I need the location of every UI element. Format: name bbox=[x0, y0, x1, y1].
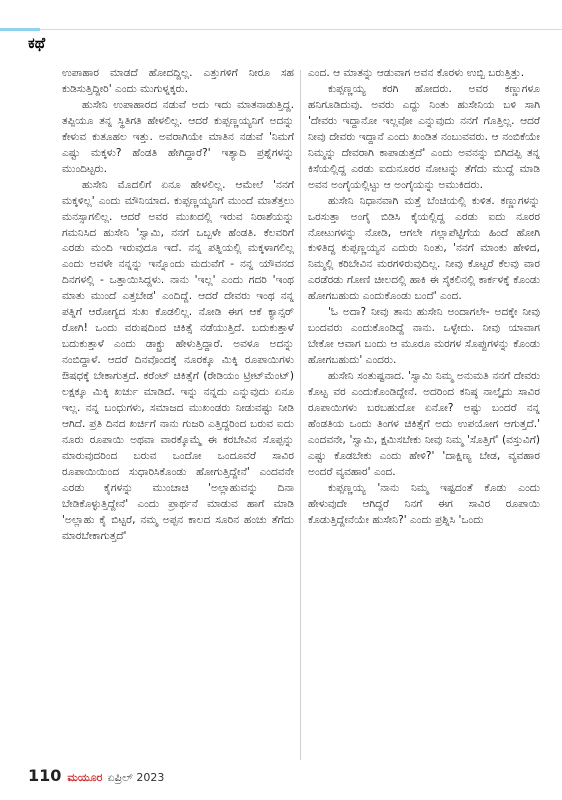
paragraph: ಎಂದ. ಆ ಮಾತನ್ನು ಆಡುವಾಗ ಅವನ ಕೊರಳು ಉಬ್ಬಿ ಬರುತ್ತಿತ್ತು. bbox=[308, 67, 525, 79]
paragraph: ಉಪಾಹಾರ ಮಾಡದೆ ಹೋದದ್ದಿಲ್ಲ. ಎತ್ತುಗಳಿಗೆ ನೀರೂ ಸಹ ಕುಡಿಸುತ್ತಿದ್ದೀರಿ' ಎಂದು ಮುಗುಳ್ನಕ್ಕರು. bbox=[62, 67, 294, 95]
paragraph: ಕುಪ್ಪಣ್ಣಯ್ಯ 'ನಾನು ನಿಮ್ಮ ಇಷ್ಟದಂತೆ ಕೊಡು ಎಂದು ಹೇಳುವುದೇ ಆಗಿದ್ದರೆ ನಿನಗೆ ಈಗ ಸಾವಿರ ರೂಪಾಯಿ ಕೊಡುತ್ತಿದ್ದೇನೆಯೇ ಹುಸೇನಿ?' ಎಂದು ಪ್ರಶ್ನಿಸಿ 'ಒಂದು bbox=[308, 481, 540, 526]
section-tab-accent bbox=[0, 28, 40, 31]
paragraph: ಹುಸೇನಿ ಮೊದಲಿಗೆ ಏನೂ ಹೇಳಲಿಲ್ಲ. ಆಮೇಲೆ 'ನನಗೆ ಮಕ್ಕಳಿಲ್ಲ' ಎಂದು ಮೌನಿಯಾದ. ಕುಪ್ಪಣ್ಣಯ್ಯನಿಗೆ ಮುಂದೆ ಮಾತೆತ್ತಲು ಮನಸ್ಸಾಗಲಿಲ್ಲ. ಆದರೆ ಅವರ ಮುಖದಲ್ಲಿ ಇರುವ ನಿರಾಶೆಯನ್ನು ಗಮನಿಸಿದ ಹುಸೇನಿ 'ಸ್ವಾಮಿ, ನನಗೆ ಒಬ್ಬಳೇ ಹೆಂಡತಿ. ಕೆಲವರಿಗೆ ಎರಡು ಮಂದಿ ಇರುವುದೂ ಇದೆ. ನನ್ನ ಪತ್ನಿಯಲ್ಲಿ ಮಕ್ಕಳಾಗಲಿಲ್ಲ ಎಂದು ಅವಳೇ ನನ್ನನ್ನು ಇನ್ನೊಂದು ಮದುವೆಗೆ - ನನ್ನ ಯೌವನದ ದಿನಗಳಲ್ಲಿ - ಒತ್ತಾಯಿಸಿದ್ದಳು. ನಾನು 'ಇಲ್ಲ' ಎಂದು ಗದರಿ 'ಇಂಥ ಮಾತು ಮುಂದೆ ಎತ್ತಬೇಡ' ಎಂದಿದ್ದೆ. ಆದರೆ ದೇವರು ಇಂಥ ನನ್ನ ಪತ್ನಿಗೆ ಆರೋಗ್ಯದ ಸುಖ ಕೊಡಲಿಲ್ಲ. ನೋಡಿ ಈಗ ಆಕೆ ಕ್ಯಾನ್ಸರ್ ರೋಗಿ! ಒಂದು ವರುಷದಿಂದ ಚಿಕಿತ್ಸೆ ನಡೆಯುತ್ತಿದೆ. ಬದುಕುತ್ತಾಳೆ ಬದುಕುತ್ತಾಳೆ ಎಂದು ಡಾಕ್ಟ್ರು ಹೇಳುತ್ತಿದ್ದಾರೆ. ಅವಳೂ ಅದನ್ನು ನಂಬಿದ್ದಾಳೆ. ಆದರೆ ದಿನವೊಂದಕ್ಕೆ ನೂರಕ್ಕೂ ಮಿಕ್ಕಿ ರೂಪಾಯಿಗಳು ಔಷಧಕ್ಕೆ ಬೇಕಾಗುತ್ತದೆ. ಕರೆಂಟ್ ಚಿಕಿತ್ಸೆಗೆ (ರೇಡಿಯಂ ಟ್ರೀಟ್‌ಮೆಂಟ್) ಲಕ್ಷಕ್ಕೂ ಮಿಕ್ಕಿ ಖರ್ಚು ಮಾಡಿದೆ. ಇನ್ನು ನನ್ನದು ಎನ್ನುವುದು ಏನೂ ಇಲ್ಲ. ನನ್ನ ಬಂಧುಗಳು, ಸಮಾಜದ ಮುಖಂಡರು ನೀಡುವಷ್ಟು ನೀಡಿ ಆಗಿದೆ. ಪ್ರತಿ ದಿನದ ಖರ್ಚಿಗೆ ನಾನು ಗುಜರಿ ಎತ್ತಿದ್ದರಿಂದ ಬರುವ ಐದು ನೂರು ರೂಪಾಯಿ ಅಥವಾ ವಾರಕ್ಕೊಮ್ಮೆ ಈ ಕರಬೇವಿನ ಸೊಪ್ಪನ್ನು ಮಾರುವುದರಿಂದ ಬರುವ ಒಂದೋ ಒಂದೂವರೆ ಸಾವಿರ ರೂಪಾಯಿಯಿಂದ ಸುಧಾರಿಸಿಕೊಂಡು ಹೋಗುತ್ತಿದ್ದೇನೆ' ಎಂದವನೇ ಎರಡು ಕೈಗಳನ್ನು ಮುಂಚಾಚಿ 'ಅಲ್ಲಾಹುವನ್ನು ದಿನಾ ಬೇಡಿಕೊಳ್ಳುತ್ತಿದ್ದೇನೆ' ಎಂದು ಪ್ರಾರ್ಥನೆ ಮಾಡುವ ಹಾಗೆ ಮಾಡಿ 'ಅಲ್ಲಾಹು ಕೈ ಬಿಟ್ಟರೆ, ನಮ್ಮ ಅಪ್ಪನ ಕಾಲದ ಸೂರಿನ ಹಂಚು ತೆಗೆದು ಮಾರಬೇಕಾಗುತ್ತದೆ' bbox=[62, 178, 294, 542]
paragraph: ಹುಸೇನಿ ಸಂತುಷ್ಟನಾದ. 'ಸ್ವಾಮಿ ನಿಮ್ಮ ಅನುಮತಿ ನನಗೆ ದೇವರು ಕೊಟ್ಟ ವರ ಎಂದುಕೊಂಡಿದ್ದೇನೆ. ಅದರಿಂದ ಕನಿಷ್ಠ ನಾಲ್ಕೈದು ಸಾವಿರ ರೂಪಾಯಿಗಳು ಬರಬಹುದೋ ಏನೋ? ಅಷ್ಟು ಬಂದರೆ ನನ್ನ ಹೆಂಡತಿಯ ಒಂದು ತಿಂಗಳ ಚಿಕಿತ್ಸೆಗೆ ಅದು ಉಪಯೋಗ ಆಗುತ್ತದೆ.' ಎಂದವನೇ, 'ಸ್ವಾಮಿ, ಕ್ಷಮಿಸಬೇಕು ನೀವು ನಿಮ್ಮ 'ಸೊತ್ತಿಗೆ' (ವಸ್ತುವಿಗೆ) ಎಷ್ಟು ಕೊಡಬೇಕು ಎಂದು ಹೇಳಿ?' 'ದಾಕ್ಷಿಣ್ಯ ಬೇಡ, ವ್ಯವಹಾರ ಅಂದರೆ ವ್ಯವಹಾರ' ಎಂದ. bbox=[308, 370, 540, 478]
paragraph: ಹುಸೇನಿ ಉಪಾಹಾರದ ನಡುವೆ ಅದು ಇದು ಮಾತನಾಡುತ್ತಿದ್ದ. ತಪ್ಪಿಯೂ ತನ್ನ ಸ್ಥಿತಿಗತಿ ಹೇಳಲಿಲ್ಲ. ಆದರೆ ಕುಪ್ಪಣ್ಣಯ್ಯನಿಗೆ ಅದನ್ನು ಕೇಳುವ ಕುತೂಹಲ ಇತ್ತು. ಅವರಾಗಿಯೇ ಮಾತಿನ ನಡುವೆ 'ನಿಮಗೆ ಎಷ್ಟು ಮಕ್ಕಳು? ಹೆಂಡತಿ ಹೇಗಿದ್ದಾರೆ?' ಇತ್ಯಾದಿ ಪ್ರಶ್ನೆಗಳನ್ನು ಮುಂದಿಟ್ಟರು. bbox=[62, 98, 294, 175]
section-title: ಕಥೆ bbox=[28, 34, 46, 52]
paragraph: ಹುಸೇನಿ ನಿಧಾನವಾಗಿ ಮತ್ತೆ ಬೆಂಚಿಯಲ್ಲಿ ಕುಳಿತ. ಕಣ್ಣುಗಳನ್ನು ಒರಸುತ್ತಾ ಅಂಗೈ ಬಿಡಿಸಿ ಕೈಯಲ್ಲಿದ್ದ ಎರಡು ಐದು ನೂರರ ನೋಟುಗಳನ್ನು ನೋಡಿ, ಆಗಲೇ ಗಲ್ಲಾಪೆಟ್ಟಿಗೆಯ ಹಿಂದೆ ಹೋಗಿ ಕುಳಿತಿದ್ದ ಕುಪ್ಪಣ್ಣಯ್ಯನ ಎದುರು ನಿಂತು, 'ನನಗೆ ಮಾಂಕು ಹೇಳಿದ, ನಿಮ್ಮಲ್ಲಿ ಕರಿಬೇವಿನ ಮರಗಳಿರುವುದಿಲ್ಲ. ನೀವು ಕೊಟ್ಟರೆ ಕೆಲವು ವಾರ ಎರಡೆರಡು ಗೋಣಿ ಚೀಲದಲ್ಲಿ ಹಾಕಿ ಈ ಸೈಕಲಿನಲ್ಲಿ ಕಾರ್ಕಳಕ್ಕೆ ಕೊಂಡು ಹೋಗಬಹುದು ಎಂದುಕೊಂಡು ಬಂದೆ' ಎಂದ. bbox=[308, 194, 540, 303]
column-divider bbox=[300, 70, 301, 760]
article-column-right bbox=[308, 66, 540, 762]
paragraph: 'ಓ ಅದಾ? ನೀವು ತಾನು ಹುಸೇನಿ ಅಂದಾಗಲೇ- ಅದಕ್ಕೇ ನೀವು ಬಂದವರು ಎಂದುಕೊಂಡಿದ್ದೆ ನಾನು. ಒಳ್ಳೇದು. ನೀವು ಯಾವಾಗ ಬೇಕೋ ಆವಾಗ ಬಂದು ಆ ಮೂರೂ ಮರಗಳ ಸೊಪ್ಪುಗಳನ್ನು ಕೊಂಡು ಹೋಗಬಹುದು' ಎಂದರು. bbox=[308, 306, 540, 367]
header-rule bbox=[0, 29, 562, 30]
article-column-left bbox=[62, 66, 294, 762]
paragraph: ಕುಪ್ಪಣ್ಣಯ್ಯ ಕರಗಿ ಹೋದರು. ಅವರ ಕಣ್ಣುಗಳೂ ಹನಿಗೂಡಿದುವು. ಅವರು ಎದ್ದು ನಿಂತು ಹುಸೇನಿಯ ಬಳಿ ಸಾಗಿ 'ದೇವರು ಇದ್ದಾನೋ ಇಲ್ಲವೋ ಎನ್ನುವುದು ನನಗೆ ಗೊತ್ತಿಲ್ಲ. ಆದರೆ ನೀವು ದೇವರು ಇದ್ದಾನೆ ಎಂದು ಖಂಡಿತ ನಂಬುವವರು. ಆ ನಂಬಿಕೆಯೇ ನಿಮ್ಮನ್ನು ದೇವರಾಗಿ ಕಾಪಾಡುತ್ತದೆ' ಎಂದು ಅವನನ್ನು ಬಿಗಿದಪ್ಪಿ ತನ್ನ ಕಿಸೆಯಲ್ಲಿದ್ದ ಎರಡು ಐದುನೂರರ ನೋಟನ್ನು ತೆಗೆದು ಮುದ್ದೆ ಮಾಡಿ ಅವನ ಅಂಗೈಯಲ್ಲಿಟ್ಟು ಆ ಅಂಗೈಯನ್ನು ಅಮುಕಿದರು. bbox=[308, 82, 540, 191]
magazine-logo: ಮಯೂರ bbox=[67, 771, 103, 784]
page-number: 110 bbox=[28, 766, 62, 785]
issue-date: ಏಪ್ರಿಲ್ 2023 bbox=[107, 771, 165, 784]
page-footer bbox=[28, 766, 164, 786]
